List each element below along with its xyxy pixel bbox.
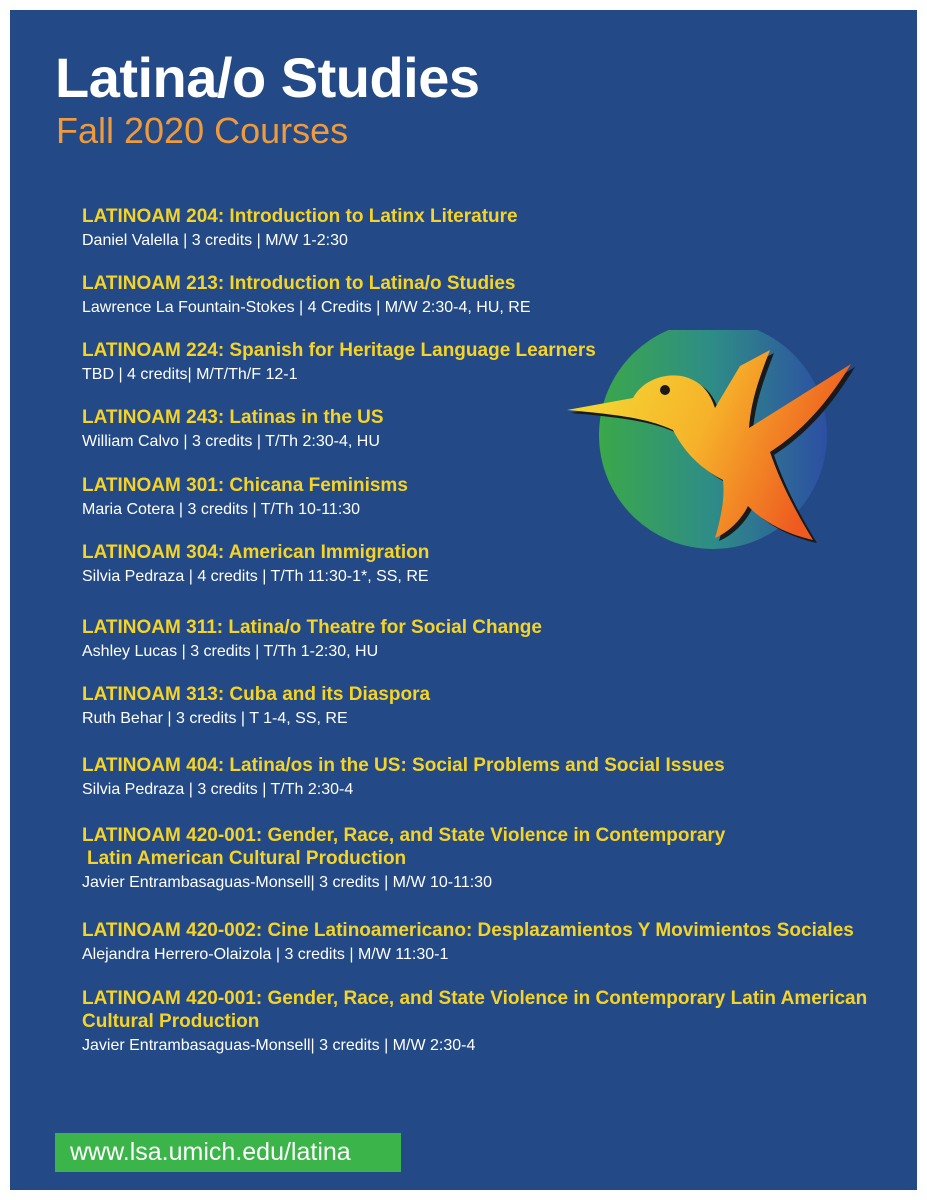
course-title: LATINOAM 313: Cuba and its Diaspora: [82, 684, 431, 705]
course-detail: Silvia Pedraza | 3 credits | T/Th 2:30-4: [82, 781, 354, 798]
course-title: LATINOAM 224: Spanish for Heritage Language Learners: [82, 340, 596, 361]
course-detail: Lawrence La Fountain-Stokes | 4 Credits | M/W 2:30-4, HU, RE: [82, 299, 531, 316]
course-title: LATINOAM 420-001: Gender, Race, and State Violence in Contemporary Latin American: [82, 988, 868, 1009]
course-detail: Daniel Valella | 3 credits | M/W 1-2:30: [82, 232, 348, 249]
course-detail: Ruth Behar | 3 credits | T 1-4, SS, RE: [82, 710, 348, 727]
course-title-line2: Cultural Production: [82, 1011, 260, 1032]
course-title-line2: Latin American Cultural Production: [87, 848, 407, 869]
course-detail: Ashley Lucas | 3 credits | T/Th 1-2:30, HU: [82, 643, 379, 660]
course-title: LATINOAM 213: Introduction to Latina/o Studies: [82, 273, 516, 294]
poster: [10, 10, 917, 1190]
course-detail: TBD | 4 credits| M/T/Th/F 12-1: [82, 366, 298, 383]
course-detail: William Calvo | 3 credits | T/Th 2:30-4, HU: [82, 433, 380, 450]
course-item: [82, 683, 912, 729]
course-title: LATINOAM 420-001: Gender, Race, and State Violence in Contemporary: [82, 825, 726, 846]
course-title: LATINOAM 204: Introduction to Latinx Literature: [82, 206, 518, 227]
course-title: LATINOAM 304: American Immigration: [82, 542, 430, 563]
course-title: LATINOAM 301: Chicana Feminisms: [82, 475, 408, 496]
course-item: [82, 205, 912, 251]
course-item: [82, 272, 912, 318]
hummingbird-circle-icon: [565, 330, 865, 560]
course-item: [82, 754, 912, 800]
course-detail: Alejandra Herrero-Olaizola | 3 credits | M/W 11:30-1: [82, 946, 449, 963]
course-title: LATINOAM 243: Latinas in the US: [82, 407, 384, 428]
course-title: LATINOAM 311: Latina/o Theatre for Social Change: [82, 617, 542, 638]
course-detail: Maria Cotera | 3 credits | T/Th 10-11:30: [82, 501, 361, 518]
course-item: [82, 616, 912, 662]
course-title: LATINOAM 420-002: Cine Latinoamericano: Desplazamientos Y Movimientos Sociales: [82, 920, 854, 941]
website-link[interactable]: [55, 1133, 401, 1172]
page-title: Latina/o Studies: [55, 46, 480, 109]
course-detail: Javier Entrambasaguas-Monsell| 3 credits | M/W 2:30-4: [82, 1037, 476, 1054]
course-detail: Silvia Pedraza | 4 credits | T/Th 11:30-1*, SS, RE: [82, 568, 429, 585]
course-item: [82, 987, 912, 1056]
page-subtitle: Fall 2020 Courses: [56, 110, 349, 151]
course-item: [82, 824, 912, 893]
website-url[interactable]: www.lsa.umich.edu/latina: [70, 1138, 351, 1166]
course-title: LATINOAM 404: Latina/os in the US: Social Problems and Social Issues: [82, 755, 725, 776]
course-item: [82, 919, 912, 965]
course-detail: Javier Entrambasaguas-Monsell| 3 credits | M/W 10-11:30: [82, 874, 492, 891]
